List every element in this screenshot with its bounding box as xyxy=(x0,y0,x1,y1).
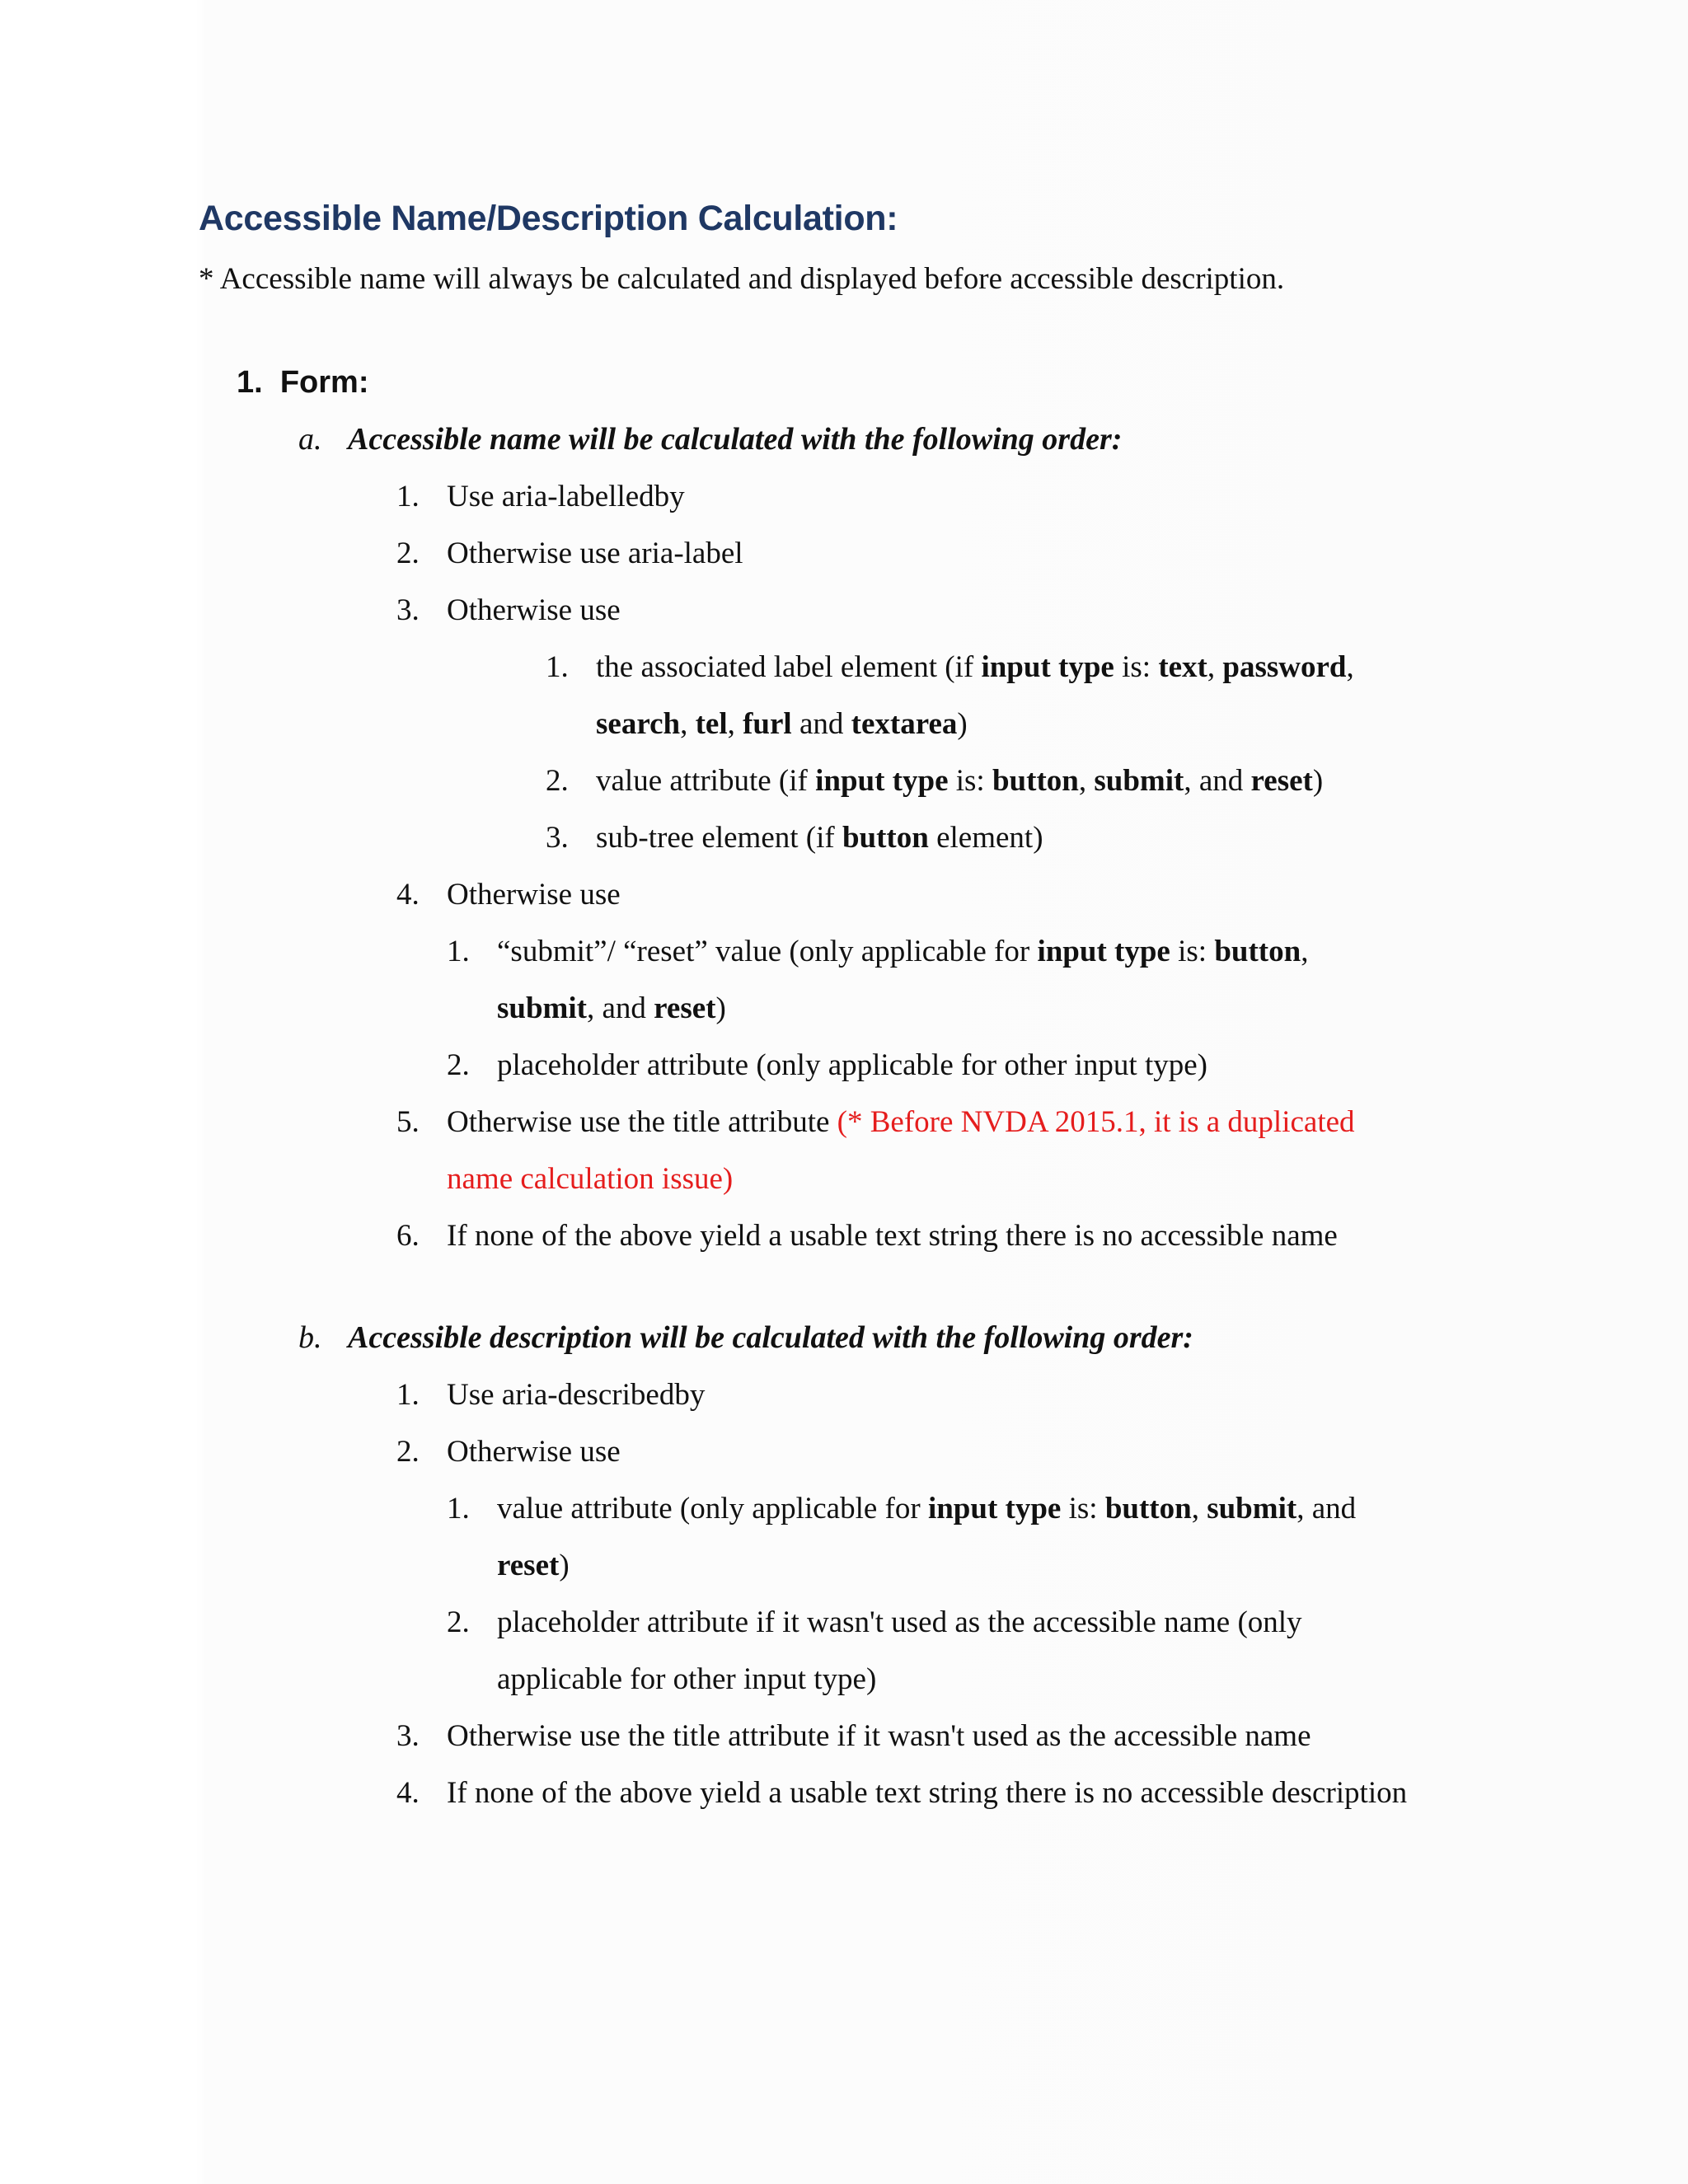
list-text: placeholder attribute (only applicable for other input type) xyxy=(497,1048,1207,1082)
list-item-continuation: submit, and reset) xyxy=(497,991,726,1025)
list-number: 1. xyxy=(447,1492,470,1526)
list-number: 4. xyxy=(396,1776,420,1810)
list-text: sub-tree element (if button element) xyxy=(596,821,1043,855)
list-text: value attribute (if input type is: button, submit, and reset) xyxy=(596,764,1324,798)
list-number: 1. xyxy=(396,1378,420,1412)
list-text: Otherwise use the title attribute (* Before NVDA 2015.1, it is a duplicated xyxy=(447,1105,1355,1139)
list-number: 1. xyxy=(546,650,569,684)
list-item-continuation: applicable for other input type) xyxy=(497,1662,877,1696)
page-title: Accessible Name/Description Calculation: xyxy=(199,199,898,238)
list-text: If none of the above yield a usable text string there is no accessible name xyxy=(447,1219,1338,1253)
warning-note-continuation: name calculation issue) xyxy=(447,1162,734,1196)
list-item-continuation: reset) xyxy=(497,1549,570,1582)
list-text: “submit”/ “reset” value (only applicable for input type is: button, xyxy=(497,935,1309,968)
intro-note: * Accessible name will always be calculated and displayed before accessible description. xyxy=(199,262,1285,296)
section-heading-form xyxy=(237,367,368,398)
list-text: Otherwise use xyxy=(447,1435,621,1469)
list-number: 2. xyxy=(546,764,569,798)
list-number: 1. xyxy=(447,935,470,968)
warning-note: (* Before NVDA 2015.1, it is a duplicated xyxy=(837,1105,1355,1139)
list-number: 3. xyxy=(396,593,420,627)
list-number: 6. xyxy=(396,1219,420,1253)
part-a-marker: a. xyxy=(298,422,322,457)
list-text: placeholder attribute if it wasn't used as the accessible name (only xyxy=(497,1605,1302,1639)
list-number: 5. xyxy=(396,1105,420,1139)
list-number: 3. xyxy=(396,1719,420,1753)
section-number: 1. xyxy=(237,365,263,400)
list-text: Otherwise use the title attribute if it wasn't used as the accessible name xyxy=(447,1719,1311,1753)
list-number: 1. xyxy=(396,480,420,513)
part-b-heading-text: Accessible description will be calculated with the following order: xyxy=(348,1320,1193,1355)
list-text: If none of the above yield a usable text string there is no accessible description xyxy=(447,1776,1408,1810)
list-text: Otherwise use xyxy=(447,593,621,627)
list-text: Otherwise use aria-label xyxy=(447,537,743,570)
part-b-marker: b. xyxy=(298,1320,322,1355)
list-number: 2. xyxy=(447,1048,470,1082)
list-number: 4. xyxy=(396,878,420,912)
list-text: value attribute (only applicable for input type is: button, submit, and xyxy=(497,1492,1357,1526)
part-a-heading-text: Accessible name will be calculated with the following order: xyxy=(348,422,1123,457)
list-item-continuation: search, tel, furl and textarea) xyxy=(596,707,968,741)
list-number: 2. xyxy=(396,1435,420,1469)
list-number: 3. xyxy=(546,821,569,855)
list-text: the associated label element (if input type is: text, password, xyxy=(596,650,1354,684)
section-label: Form: xyxy=(279,365,369,400)
list-text: Otherwise use xyxy=(447,878,621,912)
list-text: Use aria-describedby xyxy=(447,1378,706,1412)
list-number: 2. xyxy=(396,537,420,570)
list-number: 2. xyxy=(447,1605,470,1639)
list-text: Use aria-labelledby xyxy=(447,480,685,513)
